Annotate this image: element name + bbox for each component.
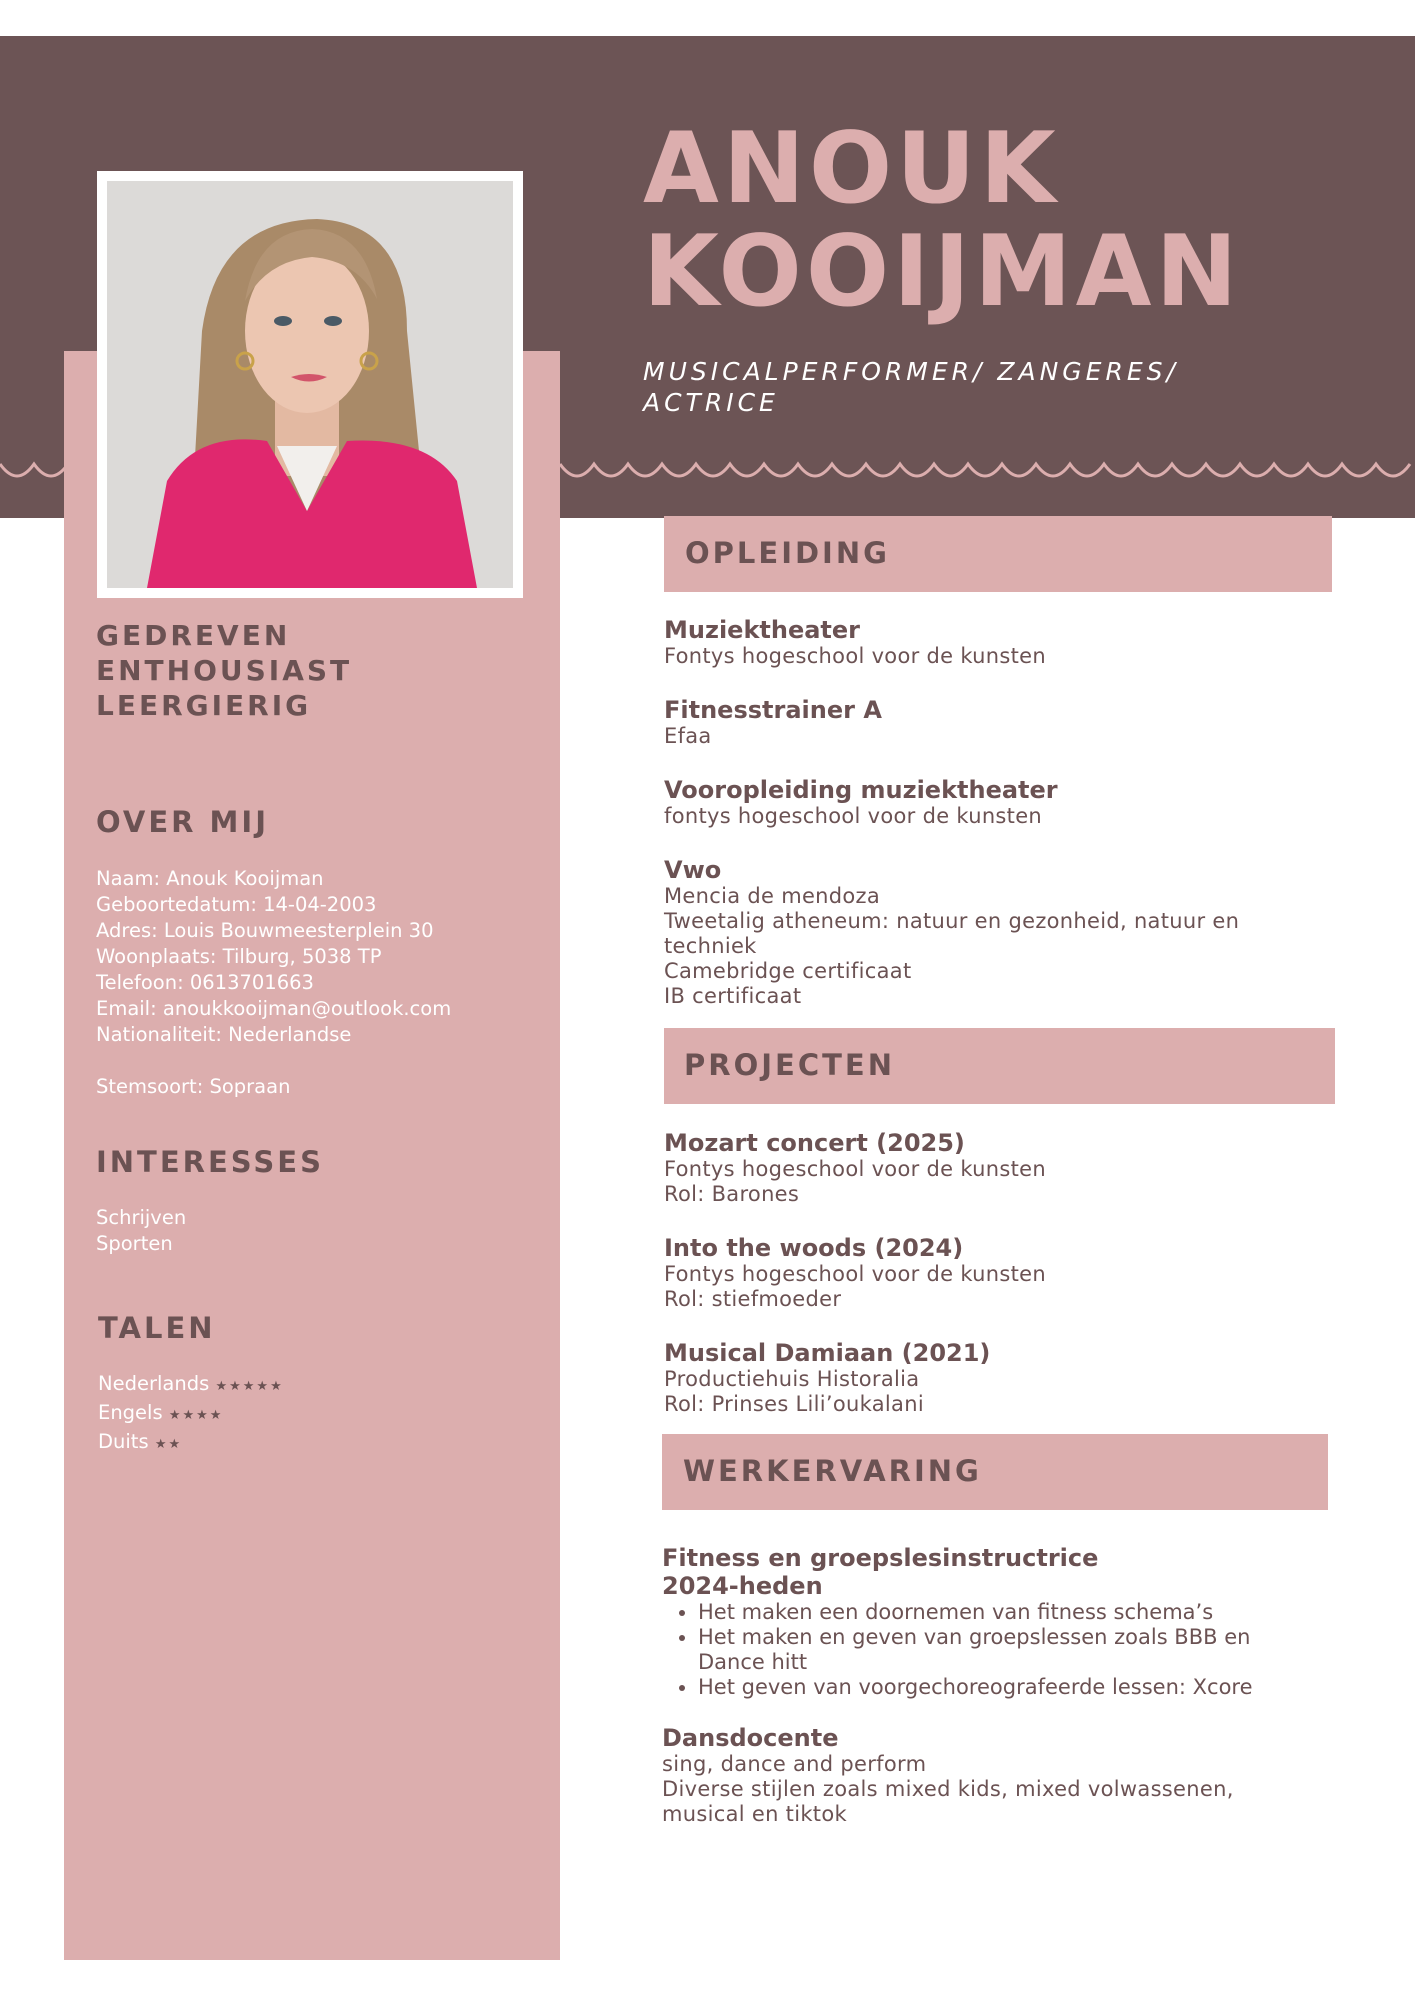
star-rating-icon: ★★ xyxy=(154,1437,183,1452)
language-name: Nederlands xyxy=(98,1372,210,1395)
opleiding-section-band xyxy=(664,516,1332,592)
entry-title: Musical Damiaan (2021) xyxy=(664,1339,991,1367)
entry-title: Mozart concert (2025) xyxy=(664,1129,965,1157)
interest-item: Schrijven xyxy=(96,1206,187,1229)
trait: LEERGIERIG xyxy=(96,689,312,722)
info-voice-type: Stemsoort: Sopraan xyxy=(96,1075,291,1098)
education-entry xyxy=(664,696,1314,749)
talen-heading: TALEN xyxy=(98,1311,216,1345)
entry-title: Dansdocente xyxy=(662,1724,839,1752)
interests-list xyxy=(96,1205,186,1257)
duties-list xyxy=(662,1600,1312,1700)
profile-photo-frame xyxy=(97,171,523,598)
duty-item: • Het geven van voorgechoreografeerde lessen: Xcore xyxy=(698,1675,1312,1700)
opleiding-heading: OPLEIDING xyxy=(685,536,890,570)
interesses-heading: INTERESSES xyxy=(96,1145,324,1179)
entry-title: Vwo xyxy=(664,856,722,884)
project-entry xyxy=(664,1129,1314,1207)
info-city: Woonplaats: Tilburg, 5038 TP xyxy=(96,945,382,968)
projecten-heading: PROJECTEN xyxy=(684,1048,895,1082)
language-item xyxy=(98,1371,284,1400)
info-birthdate: Geboortedatum: 14-04-2003 xyxy=(96,893,377,916)
entry-line: IB certificaat xyxy=(664,984,802,1008)
star-rating-icon: ★★★★★ xyxy=(215,1379,284,1394)
entry-line: Rol: Barones xyxy=(664,1182,800,1206)
project-entry xyxy=(664,1339,1314,1417)
interest-item: Sporten xyxy=(96,1232,173,1255)
profile-photo xyxy=(107,181,513,588)
info-name: Naam: Anouk Kooijman xyxy=(96,867,324,890)
education-entry xyxy=(664,856,1314,1009)
entry-line: Fontys hogeschool voor de kunsten xyxy=(664,1262,1046,1286)
projecten-section-band xyxy=(664,1028,1335,1104)
werkervaring-heading: WERKERVARING xyxy=(683,1454,982,1488)
language-name: Duits xyxy=(98,1430,149,1453)
project-entry xyxy=(664,1234,1314,1312)
personal-traits xyxy=(96,618,352,723)
werkervaring-section-band xyxy=(662,1434,1328,1510)
work-entry xyxy=(662,1724,1312,1827)
over-mij-heading: OVER MIJ xyxy=(96,805,269,839)
trait: ENTHOUSIAST xyxy=(96,654,353,687)
education-entry xyxy=(664,776,1314,829)
work-entry xyxy=(662,1544,1312,1700)
name-first: ANOUK xyxy=(643,112,1060,226)
language-item xyxy=(98,1400,284,1429)
entry-line: sing, dance and perform xyxy=(662,1752,927,1776)
duty-item: • Het maken en geven van groepslessen zoals BBB en Dance hitt xyxy=(698,1625,1312,1675)
info-address: Adres: Louis Bouwmeesterplein 30 xyxy=(96,919,434,942)
entry-line: Rol: stiefmoeder xyxy=(664,1287,842,1311)
entry-line: Tweetalig atheneum: natuur en gezonheid, natuur en techniek xyxy=(664,909,1240,958)
info-nationality: Nationaliteit: Nederlandse xyxy=(96,1023,352,1046)
name-last: KOOIJMAN xyxy=(643,215,1242,329)
duty-item: • Het maken een doornemen van fitness schema’s xyxy=(698,1600,1312,1625)
languages-list xyxy=(98,1371,284,1458)
entry-line: fontys hogeschool voor de kunsten xyxy=(664,804,1043,828)
entry-line: Fontys hogeschool voor de kunsten xyxy=(664,644,1046,668)
language-item xyxy=(98,1429,284,1458)
entry-title: Into the woods (2024) xyxy=(664,1234,964,1262)
candidate-name xyxy=(643,112,1242,329)
trait: GEDREVEN xyxy=(96,619,291,652)
entry-title: Fitness en groepslesinstructrice xyxy=(662,1544,1099,1572)
entry-line: Productiehuis Historalia xyxy=(664,1367,920,1391)
entry-line: Rol: Prinses Lili’oukalani xyxy=(664,1392,924,1416)
info-phone: Telefoon: 0613701663 xyxy=(96,971,314,994)
entry-line: Fontys hogeschool voor de kunsten xyxy=(664,1157,1046,1181)
entry-title: Muziektheater xyxy=(664,616,861,644)
entry-line: Camebridge certificaat xyxy=(664,959,912,983)
entry-period: 2024-heden xyxy=(662,1572,823,1600)
entry-line: Mencia de mendoza xyxy=(664,884,881,908)
entry-title: Fitnesstrainer A xyxy=(664,696,882,724)
info-email: Email: anoukkooijman@outlook.com xyxy=(96,997,452,1020)
personal-info-list xyxy=(96,866,451,1100)
entry-line: Diverse stijlen zoals mixed kids, mixed volwassenen, musical en tiktok xyxy=(662,1777,1234,1826)
entry-line: Efaa xyxy=(664,724,712,748)
job-subtitle: MUSICALPERFORMER/ ZANGERES/ ACTRICE xyxy=(643,357,1179,417)
language-name: Engels xyxy=(98,1401,163,1424)
star-rating-icon: ★★★★ xyxy=(168,1408,224,1423)
entry-title: Vooropleiding muziektheater xyxy=(664,776,1058,804)
education-entry xyxy=(664,616,1314,669)
